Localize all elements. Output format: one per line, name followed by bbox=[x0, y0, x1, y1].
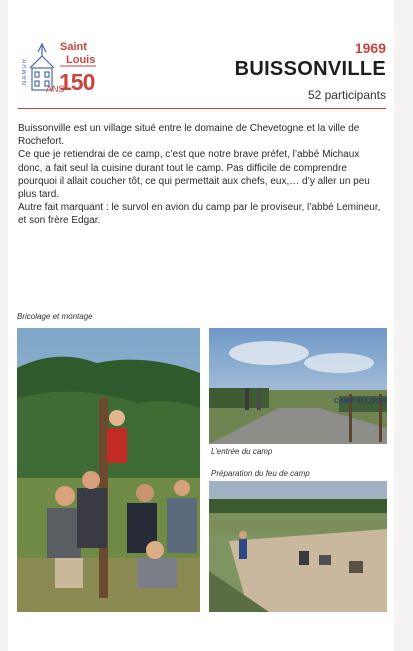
logo-ans: ANS bbox=[46, 84, 65, 94]
header-divider bbox=[18, 108, 386, 109]
participants-count: 52 participants bbox=[307, 88, 386, 102]
logo-150: 150 bbox=[59, 69, 95, 95]
logo-louis: Louis bbox=[66, 54, 96, 66]
caption-bricolage: Bricolage et montage bbox=[17, 312, 93, 321]
paragraph: Autre fait marquant : le survol en avion du camp par le proviseur, l’abbé Lemineur, et son frère Edgar. bbox=[18, 202, 381, 227]
paragraph: Buissonville est un village situé entre le domaine de Chevetogne et la ville de Rochefort. bbox=[18, 123, 360, 148]
article-body bbox=[18, 122, 386, 228]
saint-louis-logo bbox=[22, 38, 102, 100]
photo-camp-entrance bbox=[209, 328, 387, 444]
photo-campfire-prep bbox=[209, 481, 387, 612]
camp-year: 1969 bbox=[354, 40, 386, 56]
page bbox=[8, 0, 394, 651]
camp-sign: CAMP St LOUIS bbox=[334, 398, 387, 405]
logo-namur: NAMUR bbox=[22, 58, 28, 85]
caption-campfire: Préparation du feu de camp bbox=[211, 469, 310, 478]
paragraph: Ce que je retiendrai de ce camp, c’est que notre brave préfet, l’abbé Michaux donc, a fait seul la cuisine durant tout le camp. Pas difficile de comprendre pourquoi il allait coucher tôt, ce qui permettait aux chefs, eux,… d’y aller un peu plus tard. bbox=[18, 149, 370, 201]
photo-bricolage bbox=[17, 328, 200, 612]
caption-entrance: L’entrée du camp bbox=[211, 447, 273, 456]
page-title: BUISSONVILLE bbox=[234, 58, 386, 80]
logo-saint: Saint bbox=[60, 41, 87, 53]
